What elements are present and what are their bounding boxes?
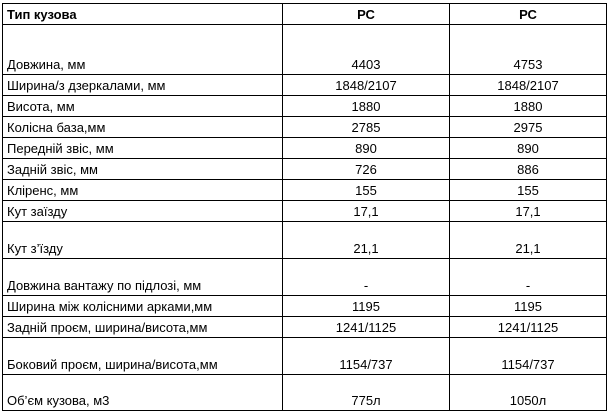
row-label: Об’єм кузова, м3: [3, 375, 283, 411]
row-value-col2: 890: [450, 138, 607, 159]
row-value-col1: 17,1: [283, 201, 450, 222]
table-row-cargo-length: [3, 259, 607, 296]
table-row-rear-opening: [3, 317, 607, 338]
row-label: Ширина/з дзеркалами, мм: [3, 75, 283, 96]
header-label-cell: Тип кузова: [3, 4, 283, 25]
row-value-col2: 1241/1125: [450, 317, 607, 338]
row-label: Кут заїзду: [3, 201, 283, 222]
row-label: Висота, мм: [3, 96, 283, 117]
table-row-side-opening: [3, 338, 607, 375]
row-value-col1: 1241/1125: [283, 317, 450, 338]
row-value-col1: -: [283, 259, 450, 296]
row-label: Кліренс, мм: [3, 180, 283, 201]
row-label: Ширина між колісними арками,мм: [3, 296, 283, 317]
table-row-body-volume: [3, 375, 607, 411]
row-label: Довжина вантажу по підлозі, мм: [3, 259, 283, 296]
row-value-col1: 1848/2107: [283, 75, 450, 96]
row-value-col2: 1880: [450, 96, 607, 117]
row-value-col1: 726: [283, 159, 450, 180]
row-label: Боковий проєм, ширина/висота,мм: [3, 338, 283, 375]
row-value-col1: 4403: [283, 25, 450, 75]
row-value-col1: 155: [283, 180, 450, 201]
row-value-col2: 1050л: [450, 375, 607, 411]
row-value-col2: 17,1: [450, 201, 607, 222]
table-row-rear-overhang: [3, 159, 607, 180]
table-row-length: [3, 25, 607, 75]
table-row-approach-angle: [3, 201, 607, 222]
row-value-col1: 890: [283, 138, 450, 159]
table-row-departure-angle: [3, 222, 607, 259]
row-value-col2: 886: [450, 159, 607, 180]
row-value-col1: 775л: [283, 375, 450, 411]
row-value-col2: 2975: [450, 117, 607, 138]
row-label: Передній звіс, мм: [3, 138, 283, 159]
row-label: Задній звіс, мм: [3, 159, 283, 180]
row-value-col2: 4753: [450, 25, 607, 75]
row-label: Колісна база,мм: [3, 117, 283, 138]
row-value-col1: 2785: [283, 117, 450, 138]
table-row-width: [3, 75, 607, 96]
table-row-clearance: [3, 180, 607, 201]
row-label: Кут з’їзду: [3, 222, 283, 259]
table-row-wheel-arch-width: [3, 296, 607, 317]
row-value-col2: 155: [450, 180, 607, 201]
row-value-col2: 1154/737: [450, 338, 607, 375]
row-value-col1: 1154/737: [283, 338, 450, 375]
table-header-row: [3, 4, 607, 25]
row-value-col1: 1195: [283, 296, 450, 317]
header-col1-cell: РС: [283, 4, 450, 25]
row-value-col1: 1880: [283, 96, 450, 117]
row-value-col2: 21,1: [450, 222, 607, 259]
table-row-height: [3, 96, 607, 117]
table-row-wheelbase: [3, 117, 607, 138]
vehicle-spec-table: [2, 3, 607, 411]
header-col2-cell: РС: [450, 4, 607, 25]
row-label: Задній проєм, ширина/висота,мм: [3, 317, 283, 338]
row-value-col2: -: [450, 259, 607, 296]
row-value-col1: 21,1: [283, 222, 450, 259]
row-value-col2: 1848/2107: [450, 75, 607, 96]
row-value-col2: 1195: [450, 296, 607, 317]
table-row-front-overhang: [3, 138, 607, 159]
row-label: Довжина, мм: [3, 25, 283, 75]
